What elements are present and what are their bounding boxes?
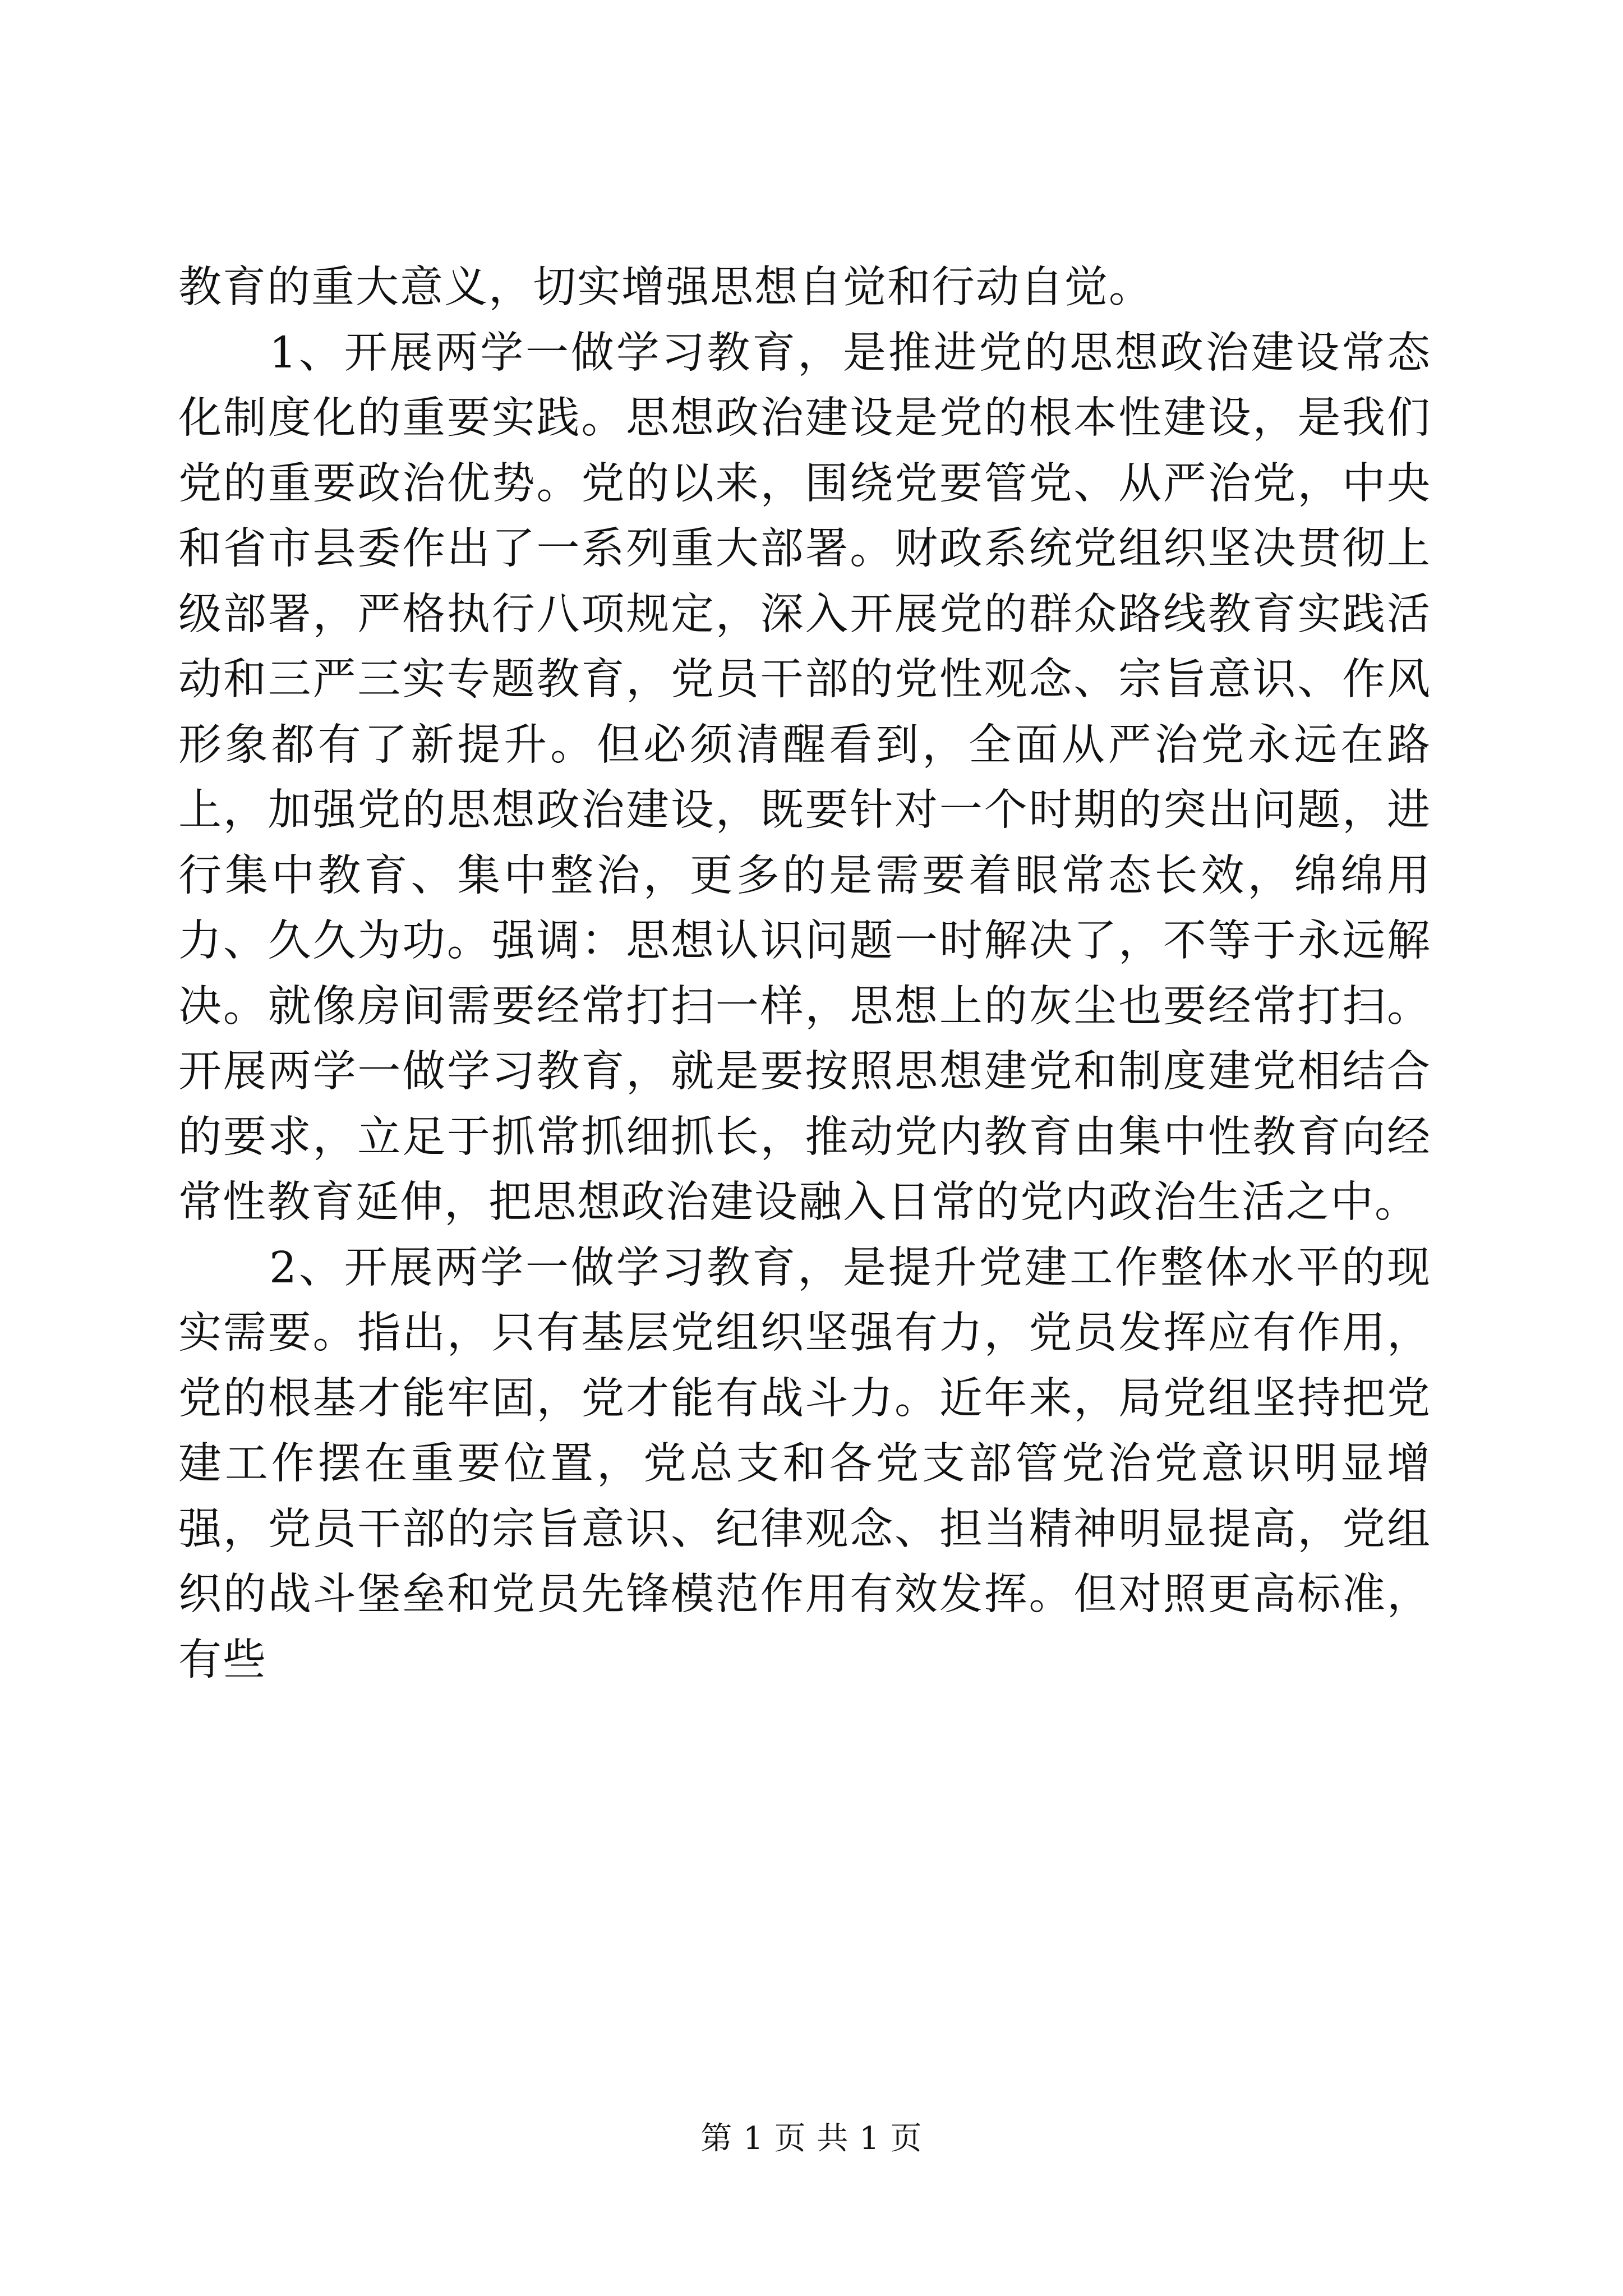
document-body xyxy=(178,255,1431,1693)
paragraph-continuation: 教育的重大意义，切实增强思想自觉和行动自觉。 xyxy=(178,263,1153,312)
paragraph-point-1: 1、开展两学一做学习教育，是推进党的思想政治建设常态化制度化的重要实践。思想政治建设是党的根本性建设，是我们党的重要政治优势。党的以来，围绕党要管党、从严治党，中央和省市县委作出了一系列重大部署。财政系统党组织坚决贯彻上级部署，严格执行八项规定，深入开展党的群众路线教育实践活动和三严三实专题教育，党员干部的党性观念、宗旨意识、作风形象都有了新提升。但必须清醒看到，全面从严治党永远在路上，加强党的思想政治建设，既要针对一个时期的突出问题，进行集中教育、集中整治，更多的是需要着眼常态长效，绵绵用力、久久为功。强调：思想认识问题一时解决了，不等于永远解决。就像房间需要经常打扫一样，思想上的灰尘也要经常打扫。开展两学一做学习教育，就是要按照思想建党和制度建党相结合的要求，立足于抓常抓细抓长，推动党内教育由集中性教育向经常性教育延伸，把思想政治建设融入日常的党内政治生活之中。 xyxy=(178,328,1431,1227)
paragraph-point-2: 2、开展两学一做学习教育，是提升党建工作整体水平的现实需要。指出，只有基层党组织坚强有力，党员发挥应有作用，党的根基才能牢固，党才能有战斗力。近年来，局党组坚持把党建工作摆在重要位置，党总支和各党支部管党治党意识明显增强，党员干部的宗旨意识、纪律观念、担当精神明显提高，党组织的战斗堡垒和党员先锋模范作用有效发挥。但对照更高标准，有些 xyxy=(178,1243,1431,1685)
page-footer: 第 1 页 共 1 页 xyxy=(700,2120,923,2157)
